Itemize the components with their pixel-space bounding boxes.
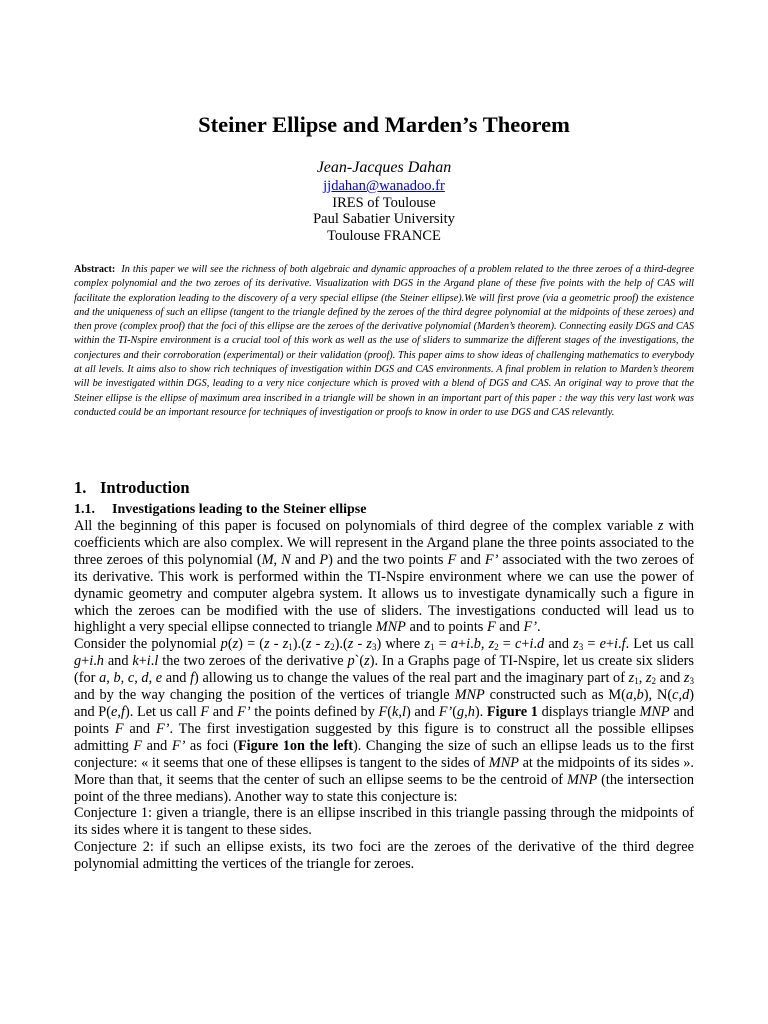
conjecture-1: Conjecture 1: given a triangle, there is an ellipse inscribed in this triangle passing through the midpoints of its sides where it is tangent to these sides. (74, 805, 694, 839)
author-name: Jean-Jacques Dahan (316, 159, 452, 176)
conjecture-2: Conjecture 2: if such an ellipse exists, its two foci are the zeroes of the derivative of the third degree polynomial admitting the vertices of the triangle for zeroes. (74, 839, 694, 873)
paragraph: All the beginning of this paper is focused on polynomials of third degree of the complex variable z with coefficients which are also complex. We will represent in the Argand plane the three points associated to the three zeroes of this polynomial (M, N and P) and the two points F and F’ associated with the two zeroes of its derivative. This work is performed within the TI-Nspire environment where we can use the power of dynamic geometry and computer algebra system. It allows us to investigate dynamically such a figure in which the zeroes can be modified with the use of sliders. The investigations conducted will lead us to highlight a very special ellipse connected to triangle MNP and to points F and F’. (74, 518, 694, 636)
body-text (74, 518, 694, 873)
affiliation-line: IRES of Toulouse (332, 194, 436, 211)
author-email-link[interactable]: jjdahan@wanadoo.fr (323, 178, 445, 194)
affiliation-line: Paul Sabatier University (313, 211, 455, 227)
abstract-text: In this paper we will see the richness of both algebraic and dynamic approaches of a problem related to the three zeroes of a third-degree complex polynomial and the two zeroes of its derivative. Visualization with DGS in the Argand plane of these five points with the help of CAS will facilitate the exploration leading to the discovery of a very special ellipse (the Steiner ellipse).We will first prove (via a geometric proof) the existence and the uniqueness of such an ellipse (tangent to the triangle defined by the zeroes of the third degree polynomial at the midpoints of these zeroes) and then prove (complex proof) that the foci of this ellipse are the zeroes of the derivative polynomial (Marden’s theorem). Connecting easily DGS and CAS within the TI-Nspire environment is a crucial tool of this work as well as the use of sliders to summarize the different stages of the investigations, the conjectures and their corroboration (experimental) or their validation (proof). This paper aims to show ideas of challenging mathematics to everybody at all levels. It aims also to show rich techniques of investigation within DGS and CAS environments. A final problem in relation to Marden’s theorem will be investigated within DGS, leading to a very nice conjecture which is proved with a blend of DGS and CAS. An original way to prove that the Steiner ellipse is the ellipse of maximum area inscribed in a triangle will be shown in an important part of this paper : the way this very last work was conducted could be an important resource for techniques of investigation or proofs to know in order to use DGS and CAS relevantly. (74, 264, 694, 418)
affiliation-line: Toulouse FRANCE (327, 227, 441, 244)
paragraph: Consider the polynomial $p(z) = (z - z_1).(z - z_2).(z - z_3)$ where $z_1 = a+i.b$, $z_2 = c+i.d$ and $z_3 = e+i.f$. Let us call g+i.h and k+i.l the two zeroes of the derivative p`(z). In a Graphs page of TI-Nspire, let us create six sliders (for a, b, c, d, e and f) allowing us to change the values of the real part and the imaginary part of $z_1$, $z_2$ and $z_3$ and by the way changing the position of the vertices of triangle MNP constructed such as M(a,b), N(c,d) and P(e,f). Let us call F and F’ the points defined by F(k,l) and F’(g,h). Figure 1 displays triangle MNP and points F and F’. The first investigation suggested by this figure is to construct all the possible ellipses admitting F and F’ as foci (Figure 1on the left). Changing the size of such an ellipse leads us to the first conjecture: « it seems that one of these ellipses is tangent to the sides of MNP at the midpoints of its sides ». More than that, it seems that the center of such an ellipse seems to be the centroid of MNP (the intersection point of the three medians). Another way to state this conjecture is: (74, 636, 695, 805)
section-heading: 1. Introduction (74, 478, 190, 497)
abstract (74, 263, 694, 420)
paper-title: Steiner Ellipse and Marden’s Theorem (198, 112, 570, 137)
author-block (74, 158, 694, 244)
subsection-heading: 1.1. Investigations leading to the Steiner ellipse (74, 502, 367, 517)
abstract-label: Abstract: (74, 264, 116, 275)
